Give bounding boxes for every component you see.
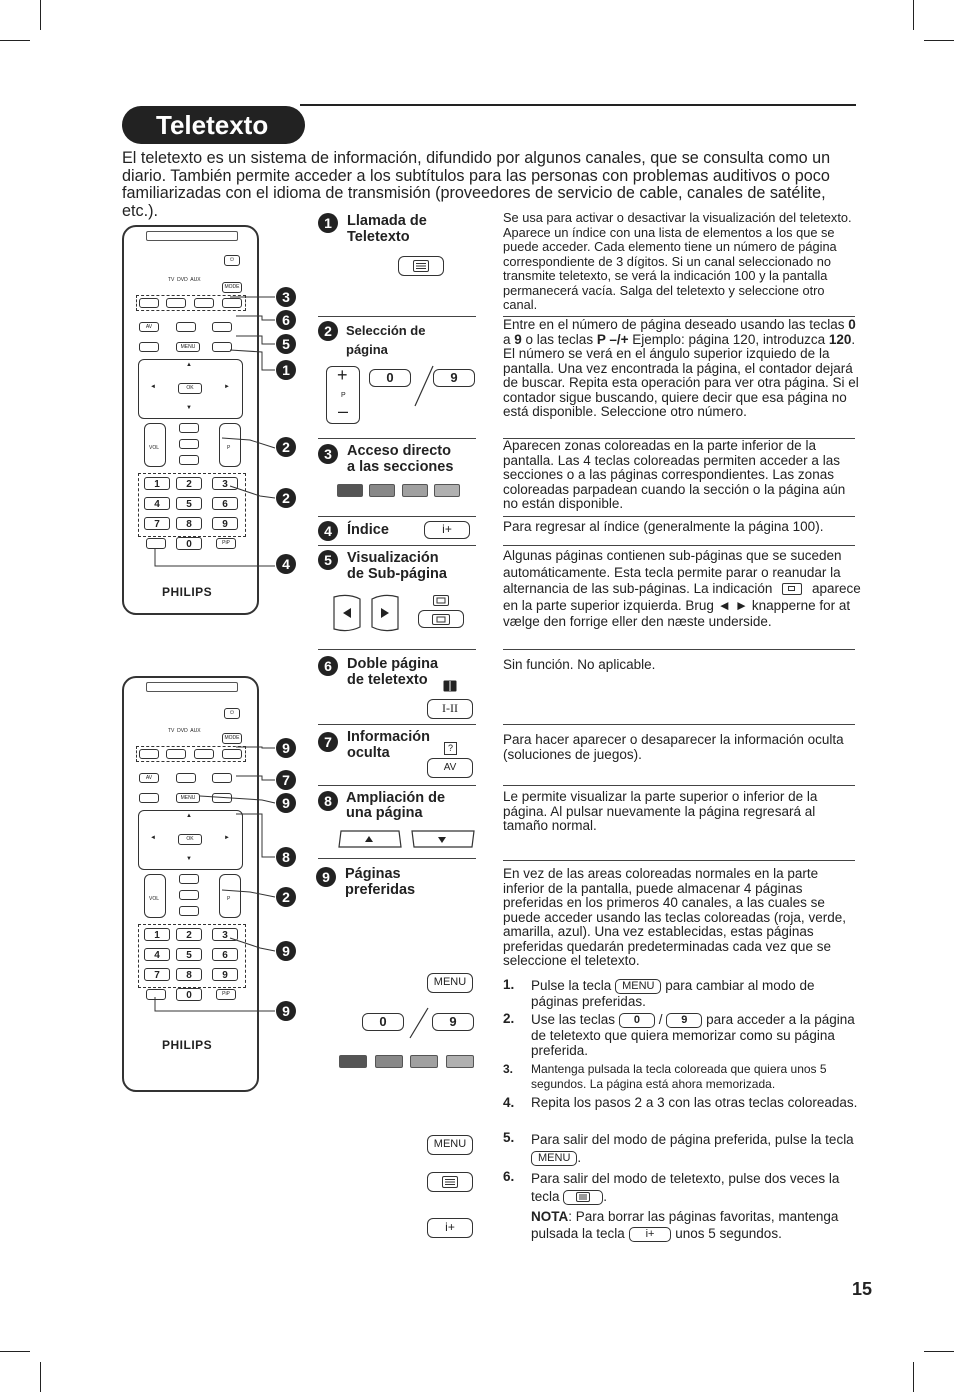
section-divider	[318, 785, 476, 786]
mode-button: MODE	[222, 733, 242, 744]
tv-label: TV	[168, 728, 175, 734]
section-number: 4	[318, 521, 338, 541]
callout-6: 6	[276, 310, 296, 330]
desc-text: a	[503, 331, 515, 347]
section-number: 7	[318, 732, 338, 752]
page-title: Teletexto	[122, 106, 305, 144]
digit-key: 3	[212, 477, 238, 490]
digit-9-key-inline: 9	[666, 1013, 702, 1028]
teletext-icon	[442, 1176, 458, 1188]
desc-text: o las teclas	[521, 331, 597, 347]
remote-key	[194, 749, 214, 759]
teletext-key	[398, 256, 444, 276]
remote-key	[179, 455, 199, 465]
step-number: 4.	[503, 1095, 515, 1110]
pip-button: PiP	[216, 989, 236, 1000]
step-text: Mantenga pulsada la tecla coloreada que quiera unos 5 segundos. La página está ahora memorizada.	[531, 1062, 827, 1091]
section-number: 2	[318, 321, 338, 341]
teletext-icon	[576, 1192, 590, 1202]
section-divider	[503, 516, 855, 517]
desc-text: aparece en la parte superior izquierda. Brug ◄ ► knapperne for at vælge den forrige eller den næste underside.	[503, 581, 861, 629]
callout-3: 3	[276, 287, 296, 307]
remote-key	[179, 890, 199, 900]
title-line: Acceso directo	[347, 443, 451, 459]
teletext-icon	[413, 260, 429, 272]
desc-bold: 9	[514, 331, 522, 347]
callout-9: 9	[276, 941, 296, 961]
left-arrow-key-icon	[332, 593, 362, 633]
digit-key: 6	[212, 497, 238, 510]
section-number: 8	[318, 791, 338, 811]
subpage-icon	[432, 614, 450, 625]
section-description: Se usa para activar o desactivar la visualización del teletexto. Aparece un índice con una lista de elementos a los que se puede acceder. Cada elemento tiene un número de página correspondiente de 3 dígitos. Si un canal seleccionado no transmite teletexto, se verá la indicación 100 y la pantalla permanecerá vacía. Salga del teletexto y seleccione otro canal.	[503, 210, 852, 312]
callout-2: 2	[276, 488, 296, 508]
brand-logo: PHILIPS	[162, 1038, 213, 1052]
double-page-key: I-II	[427, 699, 473, 719]
title-line: Visualización	[347, 550, 439, 566]
section-divider	[503, 545, 855, 546]
nav-arrow-up: ▲	[186, 813, 192, 819]
p-label: P	[341, 392, 346, 399]
section-description: Le permite visualizar la parte superior o inferior de la página. Al pulsar nuevamente la página regresará al tamaño normal.	[503, 789, 818, 833]
digit-key: 0	[176, 537, 202, 550]
remote-key	[194, 298, 214, 308]
remote-key	[166, 298, 186, 308]
index-key: i+	[427, 1218, 473, 1238]
title-line: Ampliación de	[346, 790, 446, 806]
remote-key	[179, 874, 199, 884]
digit-key: 2	[176, 477, 202, 490]
section-title	[347, 729, 430, 761]
color-key-yellow	[410, 1055, 438, 1068]
color-key-blue	[434, 484, 460, 497]
digit-key: 8	[176, 517, 202, 530]
section-divider	[318, 516, 476, 517]
step-text	[531, 1131, 865, 1167]
digit-0-key-inline: 0	[619, 1013, 655, 1028]
remote-key	[176, 322, 196, 332]
teletext-key	[427, 1172, 473, 1192]
callout-8: 8	[276, 847, 296, 867]
intro-paragraph: El teletexto es un sistema de información, difundido por algunos canales, que se consulta como un diario. También permite acceder a los subtítulos para las personas con problemas auditivos o poco familiarizadas con el idioma de transmisión (proveedores de servicio de cable, canales de satélite, etc.).	[122, 149, 831, 220]
digits-group	[138, 473, 246, 537]
av-key: AV	[427, 758, 473, 778]
nav-arrow-up: ▲	[186, 362, 192, 368]
crop-mark	[0, 40, 30, 41]
section-description	[503, 318, 863, 420]
section-divider	[503, 860, 855, 861]
section-description: Sin función. No aplicable.	[503, 657, 656, 672]
note-text: : Para borrar las páginas favoritas, mantenga pulsada la tecla	[531, 1209, 839, 1241]
color-key-green	[375, 1055, 403, 1068]
note	[531, 1208, 865, 1242]
remote-control-bottom	[122, 676, 259, 1092]
title-line: Información	[347, 729, 430, 745]
digit-0-key: 0	[369, 369, 411, 387]
callout-9: 9	[276, 738, 296, 758]
remote-key	[222, 298, 242, 308]
step-number: 2.	[503, 1011, 515, 1026]
vol-label: VOL	[149, 445, 160, 451]
section-title	[346, 791, 445, 821]
section-description: Para hacer aparecer o desaparecer la información oculta (soluciones de juegos).	[503, 732, 844, 762]
step-text-part: para acceder a la página de teletexto que quiera memorizar como su página preferida.	[531, 1012, 855, 1058]
title-line: de teletexto	[347, 672, 428, 688]
vol-label: VOL	[149, 896, 160, 902]
power-button: ⏻	[224, 708, 240, 719]
nav-arrow-left: ◄	[150, 835, 156, 841]
section-title	[347, 550, 447, 582]
crop-mark	[40, 0, 41, 30]
note-text: unos 5 segundos.	[675, 1226, 782, 1241]
program-key	[326, 366, 360, 424]
title-rule	[300, 104, 856, 106]
desc-text: Ejemplo: página 120, introduzca	[628, 331, 829, 347]
step-number: 1.	[503, 977, 515, 992]
section-title	[346, 321, 425, 359]
digit-key: 4	[144, 948, 170, 961]
ok-button: OK	[178, 383, 202, 394]
p-label: P	[227, 445, 231, 451]
crop-mark	[0, 1351, 30, 1352]
desc-text: . El número se verá en el ángulo superior izquiedo de la pantalla. Una vez encontrada la página, el contador dejará de buscar. Repita esta operación para ver otra página. Si el contador sigue buscando, quiere decir que esa página no está disponible. Seleccione otro número.	[503, 331, 859, 419]
title-line: página	[346, 342, 388, 357]
slash-separator	[413, 366, 435, 406]
section-description: Para regresar al índice (generalmente la página 100).	[503, 519, 824, 534]
section-description: Aparecen zonas coloreadas en la parte inferior de la pantalla. Las 4 teclas coloreadas permiten acceder a las secciones o a las páginas correspondientes. Las zonas coloreadas parpadean cuando la sección o la página aún no están disponible.	[503, 438, 846, 511]
section-divider	[503, 649, 855, 650]
section-divider	[318, 724, 476, 725]
page-up-key-icon	[337, 830, 403, 848]
section-title: Índice	[347, 522, 389, 538]
menu-key: MENU	[427, 1135, 473, 1155]
section-title	[347, 213, 427, 245]
nav-arrow-right: ►	[224, 384, 230, 390]
step-text-part: Use las teclas	[531, 1012, 616, 1027]
digit-key: 7	[144, 968, 170, 981]
remote-key	[139, 342, 159, 352]
color-key-blue	[446, 1055, 474, 1068]
digit-key: 5	[176, 497, 202, 510]
section-divider	[318, 438, 476, 439]
color-key-yellow	[402, 484, 428, 497]
crop-mark	[924, 40, 954, 41]
title-line: Llamada de	[347, 213, 427, 229]
step-text-part: Para salir del modo de página preferida, pulse la tecla	[531, 1132, 854, 1147]
section-divider	[318, 649, 476, 650]
nav-arrow-left: ◄	[150, 384, 156, 390]
crop-mark	[913, 0, 914, 30]
pip-button: PiP	[216, 538, 236, 549]
dvd-label: DVD	[177, 277, 188, 283]
callout-1: 1	[276, 360, 296, 380]
digit-key: 3	[212, 928, 238, 941]
aux-label: AUX	[190, 277, 201, 283]
digit-key: 4	[144, 497, 170, 510]
step-text-part: Pulse la tecla	[531, 978, 612, 993]
callout-9: 9	[276, 793, 296, 813]
note-label: NOTA	[531, 1209, 569, 1224]
callout-9: 9	[276, 1001, 296, 1021]
digit-key: 0	[176, 988, 202, 1001]
remote-key	[179, 906, 199, 916]
step-text-part: /	[658, 1012, 663, 1027]
av-button: AV	[139, 322, 159, 332]
digit-key: 1	[144, 477, 170, 490]
index-key-inline: i+	[629, 1227, 672, 1242]
remote-key	[139, 298, 159, 308]
right-arrow-key-icon	[370, 593, 400, 633]
plus-icon: +	[337, 365, 348, 385]
section-title	[347, 443, 453, 475]
subpage-small-icon	[433, 595, 449, 606]
nav-arrow-down: ▼	[186, 405, 192, 411]
remote-key	[212, 322, 232, 332]
remote-ir-window	[146, 231, 238, 241]
remote-source-labels	[168, 277, 201, 283]
step-text	[531, 1170, 865, 1242]
desc-text: Entre en el número de página deseado usando las teclas	[503, 317, 849, 332]
double-page-icon	[443, 680, 457, 692]
step-number: 3.	[503, 1062, 514, 1076]
step-text-part: .	[577, 1150, 582, 1165]
remote-key	[176, 773, 196, 783]
section-description: En vez de las areas coloreadas normales en la parte inferior de la pantalla, puede almacenar 4 páginas preferidas en los primeros 40 canales, a las cuales se puede acceder usando las teclas coloreadas (roja, verde, amarilla, azul). Una vez establecidas, estas páginas preferidas quedarán predeterminadas cada vez que se seleccione el teletexto.	[503, 866, 846, 968]
subpage-key	[418, 610, 464, 628]
callout-2: 2	[276, 437, 296, 457]
section-title	[347, 656, 438, 688]
remote-key	[212, 793, 232, 803]
ok-button: OK	[178, 834, 202, 845]
digit-key: 6	[212, 948, 238, 961]
title-line: una página	[346, 805, 423, 821]
remote-key	[139, 793, 159, 803]
desc-text: Algunas páginas contienen sub-páginas que se suceden automáticamente. Esta tecla permite parar o reanudar la alternancia de las sub-páginas. La indicación	[503, 548, 842, 596]
crop-mark	[924, 1351, 954, 1352]
title-line: Selección de	[346, 323, 426, 338]
callout-7: 7	[276, 770, 296, 790]
desc-bold: P –/+	[596, 331, 629, 347]
power-button: ⏻	[224, 255, 240, 266]
digit-key: 1	[144, 928, 170, 941]
desc-bold: 120	[828, 331, 852, 347]
step-text-part: para cambiar al modo de páginas preferidas.	[531, 978, 815, 1009]
remote-key	[179, 439, 199, 449]
remote-ir-window	[146, 682, 238, 692]
digits-group	[138, 924, 246, 988]
steps-list	[503, 978, 865, 1248]
title-line: a las secciones	[347, 459, 454, 475]
title-line: preferidas	[345, 882, 416, 898]
remote-key	[139, 749, 159, 759]
remote-key	[179, 423, 199, 433]
crop-mark	[913, 1362, 914, 1392]
page-number: 15	[852, 1279, 873, 1299]
menu-key-inline: MENU	[615, 979, 661, 994]
remote-key	[166, 749, 186, 759]
callout-2: 2	[276, 887, 296, 907]
title-line: Teletexto	[347, 229, 410, 245]
step-number: 6.	[503, 1169, 515, 1184]
title-line: Doble página	[347, 656, 439, 672]
color-key-red	[339, 1055, 367, 1068]
av-button: AV	[139, 773, 159, 783]
digit-9-key: 9	[432, 1013, 474, 1031]
section-number: 6	[318, 656, 338, 676]
title-line: de Sub-página	[347, 566, 447, 582]
minus-icon: –	[338, 401, 349, 421]
menu-key-inline: MENU	[531, 1151, 577, 1166]
remote-key	[212, 342, 232, 352]
section-divider	[318, 316, 476, 317]
section-number: 3	[318, 444, 338, 464]
callout-4: 4	[276, 554, 296, 574]
page-down-key-icon	[410, 830, 476, 848]
section-number: 9	[316, 867, 336, 887]
section-number: 1	[318, 213, 338, 233]
step-text	[531, 978, 865, 1010]
remote-source-labels	[168, 728, 201, 734]
step-text	[531, 1012, 865, 1058]
section-number: 5	[318, 550, 338, 570]
digit-key: 8	[176, 968, 202, 981]
step-text: Repita los pasos 2 a 3 con las otras teclas coloreadas.	[531, 1095, 858, 1110]
digit-9-key: 9	[433, 369, 475, 387]
nav-arrow-right: ►	[224, 835, 230, 841]
index-key	[146, 989, 166, 1000]
reveal-icon: ?	[444, 742, 457, 755]
menu-button: MENU	[176, 342, 200, 352]
nav-arrow-down: ▼	[186, 856, 192, 862]
index-key	[146, 538, 166, 549]
slash-separator	[408, 1008, 430, 1038]
digit-0-key: 0	[362, 1013, 404, 1031]
digit-key: 7	[144, 517, 170, 530]
section-divider	[503, 724, 855, 725]
p-label: P	[227, 896, 231, 902]
section-divider	[503, 785, 855, 786]
digit-key: 9	[212, 517, 238, 530]
section-divider	[318, 545, 476, 546]
section-description	[503, 548, 863, 631]
subpage-inline-icon	[782, 583, 802, 595]
menu-button: MENU	[176, 793, 200, 803]
digit-key: 5	[176, 948, 202, 961]
index-key: i+	[424, 521, 470, 539]
teletext-key-inline	[563, 1190, 603, 1205]
title-line: Páginas	[345, 866, 401, 882]
brand-logo: PHILIPS	[162, 585, 213, 599]
crop-mark	[40, 1362, 41, 1392]
step-text-part: Para salir del modo de teletexto, pulse dos veces la tecla	[531, 1171, 840, 1204]
dvd-label: DVD	[177, 728, 188, 734]
section-divider	[318, 858, 476, 859]
remote-control-top	[122, 225, 259, 615]
color-key-red	[337, 484, 363, 497]
digit-key: 9	[212, 968, 238, 981]
title-line: oculta	[347, 745, 390, 761]
aux-label: AUX	[190, 728, 201, 734]
remote-key	[212, 773, 232, 783]
section-title	[345, 866, 415, 898]
mode-button: MODE	[222, 282, 242, 293]
desc-bold: 0	[848, 317, 856, 332]
tv-label: TV	[168, 277, 175, 283]
menu-key: MENU	[427, 973, 473, 993]
remote-key	[222, 749, 242, 759]
color-key-green	[369, 484, 395, 497]
callout-5: 5	[276, 334, 296, 354]
digit-key: 2	[176, 928, 202, 941]
step-text-part: .	[603, 1189, 608, 1204]
step-number: 5.	[503, 1130, 515, 1145]
